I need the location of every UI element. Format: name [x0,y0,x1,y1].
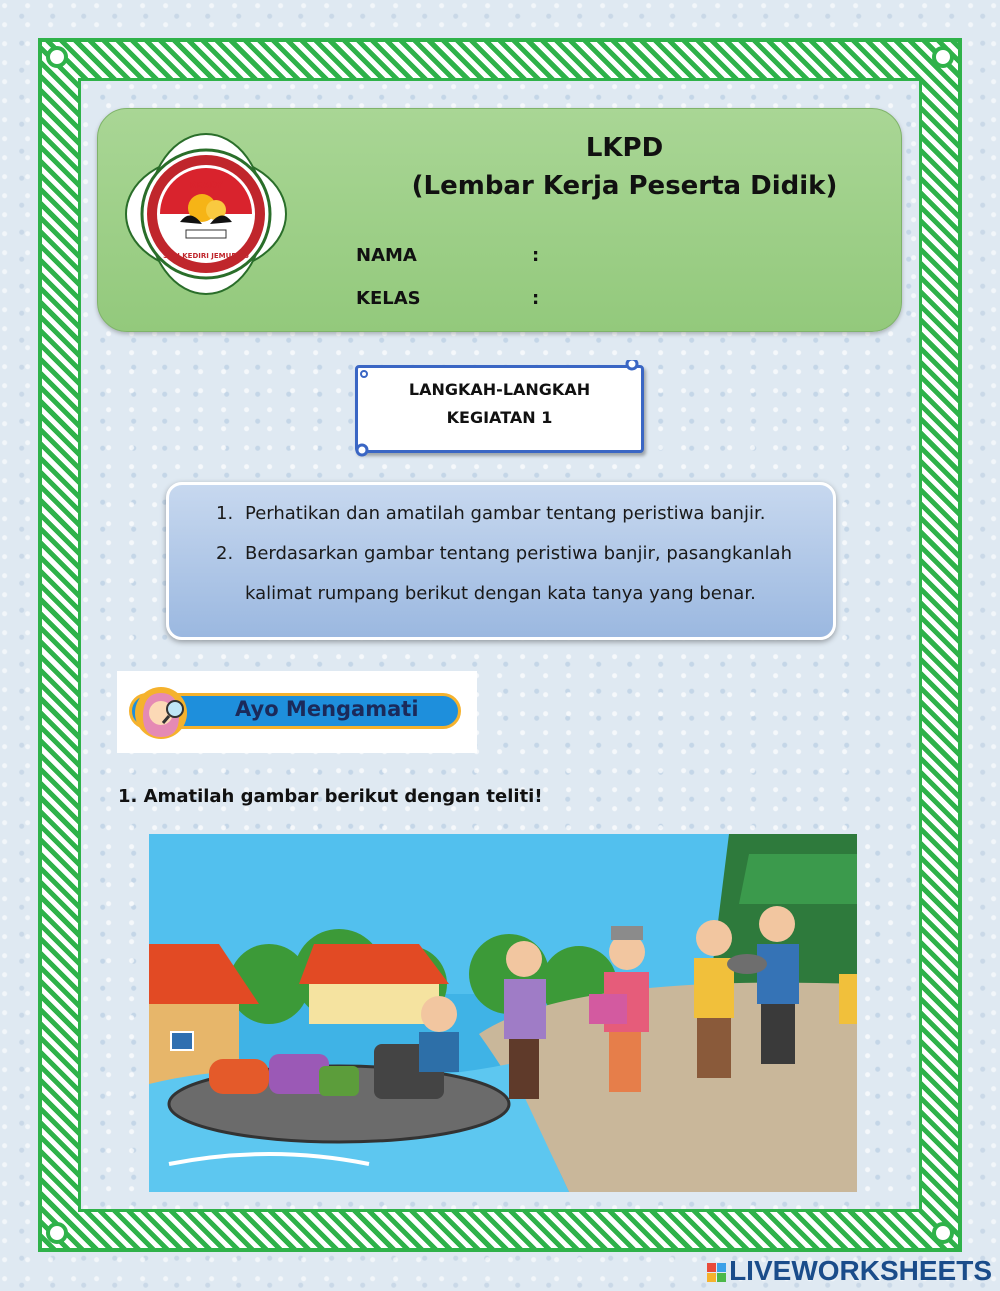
logo-ready-text: READY [189,181,223,191]
corner-ornament [46,46,68,68]
name-colon: : [532,245,540,266]
banner-label: Ayo Mengamati [235,697,419,721]
instruction-number-2: 2. [216,543,234,564]
question-text: 1. Amatilah gambar berikut dengan teliti! [118,786,543,807]
page-title: LKPD [585,133,664,163]
name-label: NAMA [356,245,417,266]
svg-text:SDN KEDIRI JEMUR 06: SDN KEDIRI JEMUR 06 [163,252,249,260]
watermark-text: LIVEWORKSHEETS [729,1255,992,1286]
girl-magnifier-icon [131,679,195,743]
steps-scroll-box [355,365,644,453]
steps-title-line2: KEGIATAN 1 [446,408,553,427]
corner-ornament [46,1222,68,1244]
corner-ornament [932,46,954,68]
steps-title-line1: LANGKAH-LANGKAH [408,380,591,399]
school-logo [120,130,292,298]
instruction-item-2-line1: Berdasarkan gambar tentang peristiwa banjir, pasangkanlah [245,543,792,564]
instruction-item-1: Perhatikan dan amatilah gambar tentang peristiwa banjir. [245,503,766,524]
class-label: KELAS [356,288,421,309]
instructions-box [166,482,836,640]
liveworksheets-watermark [707,1255,992,1287]
corner-ornament [932,1222,954,1244]
class-colon: : [532,288,540,309]
liveworksheets-logo-icon [707,1263,726,1282]
ayo-mengamati-banner [117,671,477,753]
page-subtitle: (Lembar Kerja Peserta Didik) [411,171,838,201]
flood-illustration [149,834,857,1192]
instruction-number-1: 1. [216,503,234,524]
instruction-item-2-line2: kalimat rumpang berikut dengan kata tanya yang benar. [245,583,756,604]
